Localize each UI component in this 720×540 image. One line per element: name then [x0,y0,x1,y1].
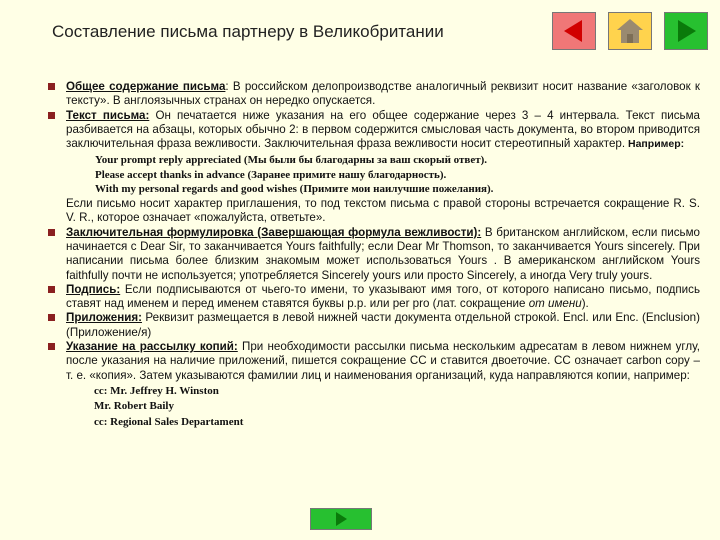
document-body [48,80,700,430]
triangle-right-icon [333,511,349,527]
bullet-icon [48,314,55,321]
example-line: Your prompt reply appreciated (Мы были бы благодарны за ваш скорый ответ). [95,154,488,167]
cc-list [48,384,700,431]
page-title: Составление письма партнеру в Великобритании [52,22,444,41]
cc-line: cc: Mr. Jeffrey H. Winston [94,384,219,397]
bullet-icon [48,112,55,119]
bullet-icon [48,229,55,236]
bullet-icon [48,286,55,293]
footer-next-button[interactable] [310,508,372,530]
example-line: Please accept thanks in advance (Заранее примите нашу благодарность). [95,168,447,181]
example-line: With my personal regards and good wishes (Примите мои наилучшие пожелания). [95,182,494,195]
list-item: Общее содержание письма: В российском делопроизводстве аналогичный реквизит носит название «заголовок к тексту». В англоязычных странах он нередко опускается. [48,80,700,109]
home-button[interactable] [608,12,652,50]
next-button[interactable] [664,12,708,50]
list-item: Подпись: Если подписываются от чьего-то имени, то указывают имя того, от которого написано письмо, подпись ставят над именем и перед именем ставятся буквы p.p. или per pro (лат. сокращение от имени). [48,283,700,312]
list-item: Указание на рассылку копий: При необходимости рассылки письма нескольким адресатам в левом нижнем углу, после указания на наличие приложений, пишется сокращение СС и ставится двоеточие. СС означает carbon copy – т. е. «копия». Затем указываются фамилии лиц и наименования организаций, куда направляются копии, например: [48,340,700,383]
list-item: Заключительная формулировка (Завершающая формула вежливости): В британском английском, если письмо начинается с Dear Sir, то заканчивается Yours faithfully; если Dear Mr Thomson, то заканчивается Yours sincerely. При написании письма более близким знакомым может использоваться Yours . В американском английском Yours faithfully почти не используется; употребляется Sincerely yours или просто Sincerely, а иногда Very truly yours. [48,226,700,283]
cc-line: Mr. Robert Baily [94,400,174,413]
triangle-left-icon [560,17,588,45]
list-item: Текст письма: Он печатается ниже указания на его общее содержание через 3 – 4 интервала. Текст письма разбивается на абзацы, которых обычно 2: в первом содержится смысловая часть документа, во втором приводится заключительная фраза вежливости. Заключительная фраза вежливости носит стереотипный характер. Например: [48,109,700,152]
triangle-right-icon [672,17,700,45]
bullet-icon [48,83,55,90]
cc-line: cc: Regional Sales Departament [94,415,244,428]
back-button[interactable] [552,12,596,50]
examples-list [48,153,700,196]
house-icon [615,16,645,46]
list-item: Приложения: Реквизит размещается в левой нижней части документа отдельной строкой. Encl. или Enc. (Enclusion) (Приложение/я) [48,311,700,340]
bullet-icon [48,343,55,350]
invitation-paragraph: Если письмо носит характер приглашения, то под текстом письма с правой стороны встречается сокращение R. S. V. R., которое означает «пожалуйста, ответьте». [66,197,700,225]
